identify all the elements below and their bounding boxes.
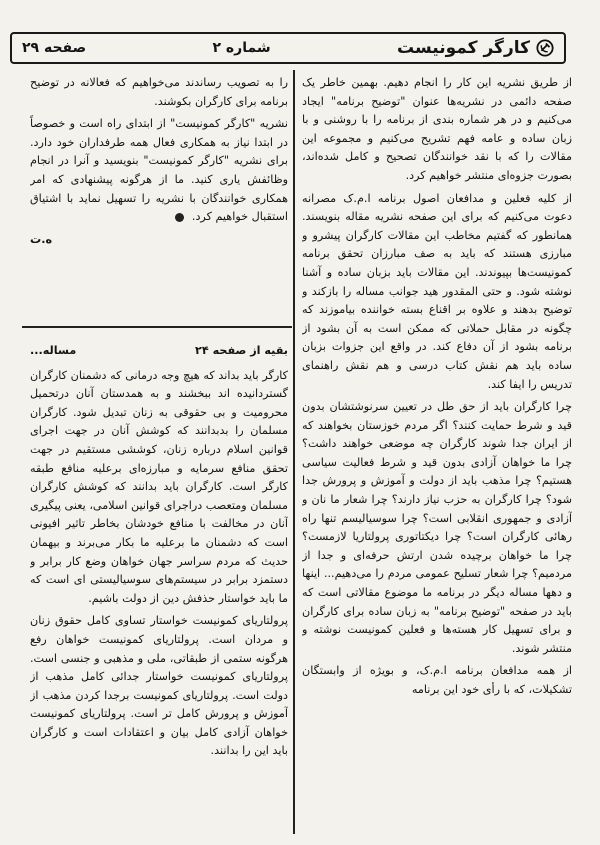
right-column <box>302 74 572 834</box>
issue-number: شماره ۲ <box>212 40 271 56</box>
paragraph: پرولتاریای کمونیست خواستار تساوی کامل حقوق زنان و مردان است. پرولتاریای کمونیست خواهان رفع هرگونه ستمی از طبقاتی، ملی و مذهبی و جنسی است. پرولتاریای کمونیست خواستار جدائی کامل مذهب از دولت است. پرولتاریای کمونیست برجدا کردن مذهب از آموزش و پرورش کامل تر است. پرولتاریای کمونیست خواهان آزادی کامل بیان و اعتقادات است و کارگران باید این را بدانند. <box>30 614 288 758</box>
bullet-icon <box>175 213 184 222</box>
hammer-sickle-icon <box>536 39 554 57</box>
paragraph: از کلیه فعلین و مدافعان اصول برنامه ا.م.ک مصرانه دعوت می‌کنیم که برای این صفحه نشریه مقاله بنویسند. همانطور که گفتیم مخاطب این مقالات کارگران پیشرو و مبارزی هستند که باید به صف مبارزان تحقق برنامه کمونیست‌ها بپیوندند. این مقالات باید بزبان ساده و آشنا نوشته شود. و حتی المقدور هید جوانب مساله را بازکند و توضیح بدهند و علاوه بر اقناع بسته خواننده بیاموزند که چگونه در مقابل حملاتی که ممکن است به آن بشود از برنامه بشود از آن دفاع کند. در واقع این جزوات بزبان ساده باید هم نقش کتاب درسی و هم نقش راهنمای تدریس را ایفا کند. <box>302 191 572 391</box>
paragraph <box>30 115 288 227</box>
column-divider <box>293 70 295 834</box>
newspaper-page <box>10 8 590 838</box>
paragraph: از همه مدافعان برنامه ا.م.ک، و بویژه از وابستگان تشکیلات، که با رأی خود این برنامه <box>302 664 572 696</box>
paragraph: کارگر باید بداند که هیچ وجه درمانی که دشمنان کارگران گستردانیده اند ببخشند و به همدستان آنان درتحمیل محرومیت و بی حقوقی به زنان تبدیل شود. کارگران مسلمان را بدبدانند که کوشش آنان در جهت اجرای قوانین اسلام درباره زنان، کوششی مستقیم در جهت تحقق منافع سرمایه و مبارزه‌ای برعلیه منافع طبقه کارگر است. کارگران باید بدانند که کوشش کارگران مسلمان ومتعصب دراجرای قوانین اسلامی، یعنی پیگیری آنان در مخالفت با منافع خودشان بخاطر تاثیر افیونی است که دشمنان ما برعلیه ما بکار می‌برند و بیهمان حدیث که مردم سراسر جهان خواهان وضع کار برابر و دستمزد برابر در سیستم‌های سوسیالیستی ای است که ما باید خواستار حذفش دین از دولت باشیم. <box>30 368 288 605</box>
page-number: صفحه ۲۹ <box>22 40 87 56</box>
paragraph: از طریق نشریه این کار را انجام دهیم. بهمین خاطر یک صفحه دائمی در نشریه‌ها عنوان "توضیح برنامه" ایجاد می‌کنیم و در هر شماره بندی از برنامه را با روشنی و با زبان ساده و عامه فهم تشریح می‌کنیم و مجموعه این مقالات را که با نقد خوانندگان تصحیح و کامل شده‌اند، بصورت جزوه‌ای منتشر خواهیم کرد. <box>302 76 572 182</box>
masthead-title: کارگر کمونیست <box>397 38 530 58</box>
continued-from: بقیه از صفحه ۲۴ <box>195 344 288 357</box>
article-title: مساله... <box>30 344 77 357</box>
paragraph: را به تصویب رساندند می‌خواهیم که فعالانه در توضیح برنامه برای کارگران بکوشند. <box>30 76 288 108</box>
box-divider <box>22 326 292 328</box>
left-bottom-article <box>30 342 288 832</box>
paragraph: چرا کارگران باید از حق طل در تعیین سرنوشتشان بدون قید و شرط حمایت کنند؟ اگر مردم خوزستان بخواهند که از ایران جدا شوند کارگران چه موضعی خواهند داشت؟ چرا ما خواهان آزادی بدون قید و شرط فعالیت سیاسی هستیم؟ چرا مذهب باید از دولت و آموزش و پرورش جدا شود؟ چرا کارگران به حزب نیاز دارند؟ چرا شعار ما نان و آزادی و جمهوری انقلابی است؟ چرا سوسیالیسم تنها راه رهائی کارگران است؟ چرا دیکتاتوری پرولتاریا لازمست؟ چرا ما خواهان برچیده شدن ارتش حرفه‌ای و جدا از مردمیم؟ چرا شعار تسلیح عمومی مردم را می‌دهیم... اینها و دهها مساله دیگر در برنامه ما موضوع مقالاتی است که باید در صفحه "توضیح برنامه" به زبان ساده برای کارگران و برای تسهیل کار هسته‌ها و فعلین کمونیست نوشته و منتشر شوند. <box>302 400 572 655</box>
signature: ه.ت <box>30 232 53 246</box>
masthead-bar <box>10 32 566 64</box>
masthead <box>397 38 554 58</box>
article-heading <box>30 342 288 361</box>
paragraph-text: نشریه "کارگر کمونیست" از ابتدای راه است و خصوصاً در ابتدا نیاز به همکاری فعال همه طرفداران خود دارد. برای نشریه "کارگر کمونیست" بنویسید و آنرا در انجام وظائفش یاری کنید. ما از هرگونه پیشنهادی که امر همکاری خوانندگان با نشریه را تسهیل نماید با اشتیاق استقبال خواهیم کرد. <box>30 117 288 224</box>
left-top-box <box>30 74 288 304</box>
